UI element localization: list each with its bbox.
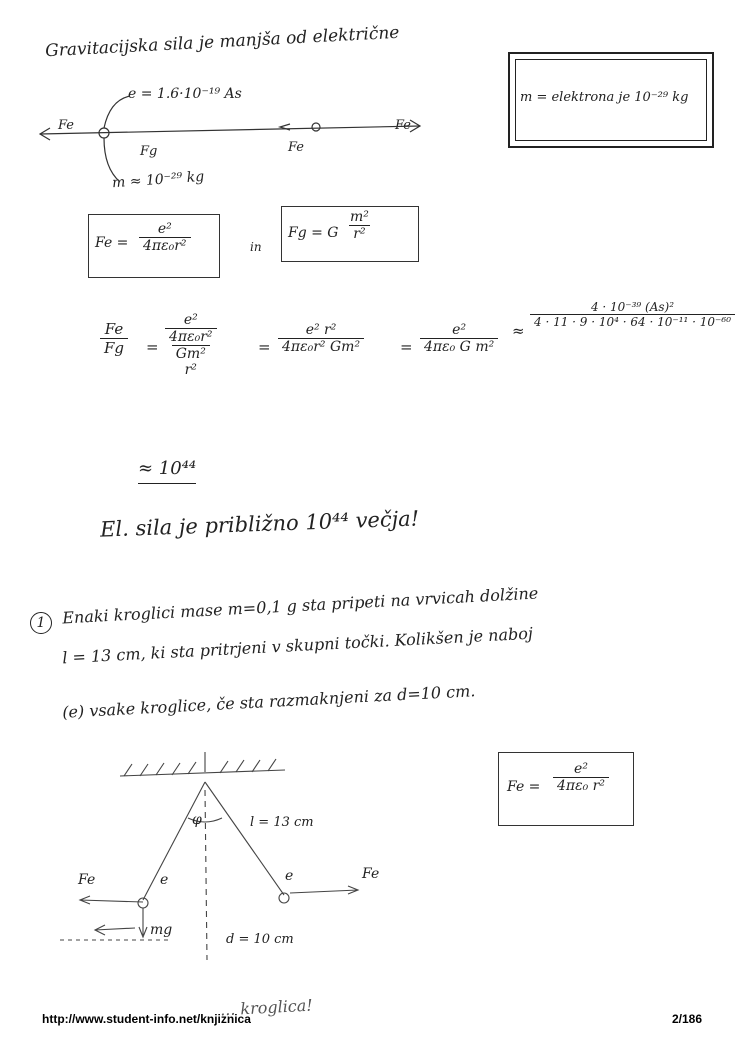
fe-right-label: Fe <box>395 118 412 133</box>
ratio-approx: ≈ <box>512 322 525 340</box>
bottom-scribble: ... kroglica! <box>219 995 314 1020</box>
ratio-term3-den: 4πε₀ G m² <box>420 338 498 355</box>
charge-label: e = 1.6·10⁻¹⁹ As <box>128 86 242 102</box>
e-right-label: e <box>285 868 294 884</box>
fe-formula-box-2-lhs: Fe = <box>507 779 541 795</box>
conclusion: El. sila je približno 10⁴⁴ večja! <box>99 506 420 542</box>
separator-in: in <box>250 240 262 254</box>
fg-formula-den: r² <box>349 225 369 242</box>
ratio-term1-num: e² <box>183 312 198 328</box>
fe-mid-label: Fe <box>288 140 305 155</box>
footer-url[interactable]: http://www.student-info.net/knjiznica <box>42 1012 251 1026</box>
ratio-lhs-den: Fg <box>100 338 128 357</box>
fe-formula-num: e² <box>157 221 172 237</box>
angle-label: φ <box>192 812 202 828</box>
d-label: d = 10 cm <box>226 932 294 947</box>
ratio-term1-den2: Gm² <box>172 345 210 362</box>
ratio-term1-den3: r² <box>184 362 197 378</box>
mg-label: mg <box>150 922 173 938</box>
fe-right-label-2: Fe <box>362 866 380 882</box>
boxed-note-text: m = elektrona je 10⁻²⁹ kg <box>520 90 689 105</box>
ceiling-line <box>120 770 285 776</box>
ratio-term2-num: e² r² <box>305 322 337 338</box>
fe-formula-lhs: Fe = <box>95 235 129 251</box>
fg-left-label: Fg <box>140 144 158 159</box>
problem-line-1: Enaki kroglici mase m=0,1 g sta pripeti na vrvicah dolžine <box>61 583 539 628</box>
e-left-label: e <box>160 872 169 888</box>
resultant-line <box>95 928 135 930</box>
page-number: 2/186 <box>672 1012 703 1026</box>
charge-right-circle <box>312 123 320 131</box>
fe-left-label: Fe <box>58 118 75 133</box>
fe-formula-box-2-num: e² <box>574 761 588 777</box>
ratio-term4-den: 4 · 11 · 9 · 10⁴ · 64 · 10⁻¹¹ · 10⁻⁶⁰ <box>530 314 735 329</box>
string-left <box>143 782 205 900</box>
fe-left-arrow-line <box>80 900 143 902</box>
ratio-term3-num: e² <box>452 322 467 338</box>
fg-formula-lhs: Fg = G <box>288 225 339 241</box>
pendulum-diagram <box>60 752 358 960</box>
string-right <box>205 782 284 895</box>
fe-formula-box-2-den: 4πε₀ r² <box>553 777 609 794</box>
problem-line-2: l = 13 cm, ki sta pritrjeni v skupni točki. Kolikšen je naboj <box>61 623 534 668</box>
ratio-term4-num: 4 · 10⁻³⁹ (As)² <box>590 300 675 314</box>
mass-pointer <box>104 138 120 182</box>
ratio-eq-3: = <box>400 338 413 356</box>
problem-number: 1 <box>30 612 52 634</box>
mass-label: m ≈ 10⁻²⁹ kg <box>111 168 205 192</box>
ratio-term1-den: 4πε₀r² <box>165 328 217 345</box>
force-diagram-top <box>40 96 420 182</box>
ratio-eq-2: = <box>258 338 271 356</box>
charge-pointer <box>104 96 130 128</box>
vertical-axis <box>205 790 207 960</box>
ratio-eq-1: = <box>146 338 159 356</box>
force-axis-line <box>40 126 420 134</box>
fe-formula-den: 4πε₀r² <box>139 237 191 254</box>
fe-left-label-2: Fe <box>78 872 96 888</box>
approx-result: ≈ 10⁴⁴ <box>138 458 196 484</box>
length-label: l = 13 cm <box>250 815 314 830</box>
fe-right-arrow-line <box>290 890 358 893</box>
heading-note: Gravitacijska sila je manjša od električne <box>44 22 400 62</box>
fg-formula-num: m² <box>350 209 369 225</box>
ratio-term2-den: 4πε₀r² Gm² <box>278 338 364 355</box>
problem-line-3: (e) vsake kroglice, če sta razmaknjeni za d=10 cm. <box>61 681 476 722</box>
ratio-lhs-num: Fe <box>104 320 124 338</box>
